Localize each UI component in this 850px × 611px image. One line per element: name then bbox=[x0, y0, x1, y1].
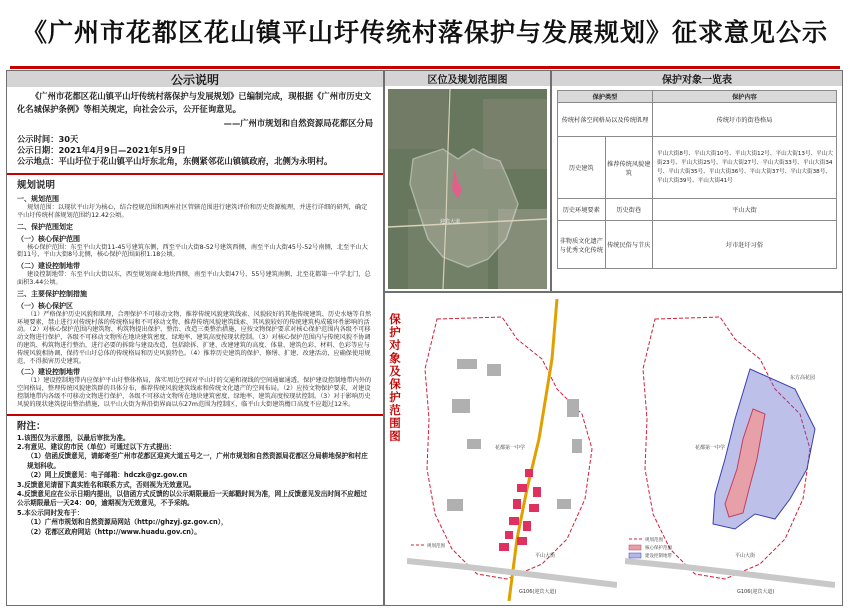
school-label: 花都第一中学 bbox=[695, 445, 726, 451]
table-cell: 历史环境要素 bbox=[558, 199, 606, 221]
protection-table bbox=[557, 90, 837, 269]
planning-section bbox=[7, 175, 383, 409]
table-cell: 传统圩市的街巷格局 bbox=[653, 103, 837, 137]
location-map-heading: 区位及规划范围图 bbox=[385, 71, 550, 86]
legend-item: 核心保护范围 bbox=[645, 546, 672, 551]
legend-item: 规划范围 bbox=[427, 544, 445, 549]
col-content-header: 保护内容 bbox=[653, 91, 837, 103]
notice-intro-text: 《广州市花都区花山镇平山圩传统村落保护与发展规划》已编制完成，现根据《广州市历史文化名城保护条例》等相关规定，向社会公示，公开征询意见。 bbox=[17, 91, 372, 114]
table-cell: 传统民俗与节庆 bbox=[605, 221, 653, 269]
planning-heading: 规划说明 bbox=[17, 180, 56, 191]
table-cell: 传统村落空间格局以及传统肌理 bbox=[558, 103, 653, 137]
appendix-item: 2.有意见、建议的市民（单位）可通过以下方式提出： bbox=[17, 442, 176, 451]
notice-location: 公示地点：平山圩位于花山镇平山圩东北角，东侧紧邻花山镇镇政府，北侧为永明村。 bbox=[17, 156, 333, 166]
protection-panel bbox=[551, 70, 843, 292]
notice-period: 公示时间：30天 bbox=[17, 134, 79, 144]
appendix-item: （1）信函反馈意见，请邮寄至广州市花都区迎宾大道五号之一，广州市规划和自然资源局花都区分局耕地保护和村庄规划科收。 bbox=[27, 452, 368, 470]
scope-title: 一、规划范围 bbox=[17, 195, 59, 203]
road-label: G106(迎宾大道) bbox=[519, 589, 557, 595]
buffer-range-title: （二）建设控制地带 bbox=[17, 262, 80, 271]
appendix-item: 3.反馈意见请留下真实姓名和联系方式，否则视为无效意见。 bbox=[17, 480, 196, 489]
appendix-item: 1.该图仅为示意图，以最后审批为准。 bbox=[17, 433, 130, 442]
measures-title: 三、主要保护控制措施 bbox=[17, 289, 87, 298]
notice-dates: 公示日期：2021年4月9日—2021年5月9日 bbox=[17, 145, 186, 155]
appendix-item: 5.本公示同时发布于： bbox=[17, 508, 84, 517]
location-map-panel bbox=[384, 70, 551, 292]
table-header-row bbox=[558, 91, 837, 103]
buffer-range-text: 建设控制地带：东至平山大街以东，西至规划商业地块西侧，南至平山大街47号、55号建筑南侧，北至花都第一中学北门，总面积3.44公顷。 bbox=[17, 271, 371, 286]
table-cell: 平山大街8号、平山大街10号、平山大街12号、平山大街13号、平山大街23号、平山大街25号、平山大街27号、平山大街33号、平山大街34号、平山大街35号、平山大街36号、平山大街37号、平山大街38号、平山大街39号、平山大街41号 bbox=[653, 137, 837, 199]
table-cell: 历史街巷 bbox=[605, 199, 653, 221]
aerial-map-image bbox=[388, 89, 547, 289]
table-cell: 历史建筑 bbox=[558, 137, 606, 199]
table-row bbox=[558, 137, 837, 199]
notice-facts bbox=[7, 130, 383, 167]
appendix-item: 4.反馈意见应在公示日期内提出，以信函方式反馈的以公示期限最后一天邮戳时间为准，网上反馈意见发出时间不应超过公示期限最后一天24：00，逾期视为无效意见，不予采纳。 bbox=[17, 489, 367, 508]
core-measures-text: （1）严格保护历史风貌和肌理，合理保护不可移动文物、推荐传统风貌建筑线索、风貌较好的其他传统建筑、历史水塘等自然环境要素，禁止进行对传统村落的传统格局和不可移动文物、推荐传统风貌建筑线索、其风貌较好的传统建筑构成破坏性影响的活动。（2）对核心保护范围内建筑物、构筑物提出保护、整治、改造三类整治措施，应按文物保护要求对核心保护范围内各级不可移动文物进行保护，各级不可移动文物所在地块建筑密度、绿地率、建筑高度按现状控制。（3）对核心保护范围内与传统风貌不协调的建筑、构筑物进行整治，进行必要的拆除与建设改造，包括除拆、扩建、改建建筑的高度、体量、建筑色彩、材料、色彩等应与传统风貌相协调，保持平山圩总体的传统格局和历史风貌特色。（4）推荐历史建筑的保护、修缮、扩建、改建活动，应确保使用规范，不得损害历史建筑。 bbox=[17, 310, 372, 365]
appendix-link: （1）广州市规划和自然资源局网站（http://ghzyj.gz.gov.cn）， bbox=[27, 518, 228, 527]
appendix-link: （2）花都区政府网站（http://www.huadu.gov.cn）。 bbox=[27, 527, 201, 536]
legend-item: 规划范围 bbox=[645, 538, 663, 543]
map-road-label: 迎宾大道 bbox=[440, 219, 461, 225]
core-range-text: 核心保护范围：东至平山大街11-45号建筑东侧，西至平山大街8-52号建筑西侧，南至平山大街45号-52号南侧，北至平山大街11号、平山大街8号北侧，核心保护范围面积1.18公顷。 bbox=[17, 243, 368, 259]
notice-intro bbox=[7, 87, 383, 130]
street-label: 平山大街 bbox=[735, 553, 756, 559]
page-title: 《广州市花都区花山镇平山圩传统村落保护与发展规划》征求意见公示 bbox=[21, 18, 828, 47]
appendix-email: （2）网上反馈意见：电子邮箱：hdczk@gz.gov.cn bbox=[27, 471, 188, 480]
buffer-measures-title: （二）建设控制地带 bbox=[17, 368, 80, 377]
core-range-title: （一）核心保护范围 bbox=[17, 234, 80, 243]
table-cell: 非物质文化遗产与优秀文化传统 bbox=[558, 221, 606, 269]
legend-item: 建设控制地带 bbox=[645, 554, 672, 559]
notice-signature: ——广州市规划和自然资源局花都区分局 bbox=[223, 118, 373, 128]
plan-map-panel bbox=[384, 292, 843, 606]
protection-heading: 保护对象一览表 bbox=[552, 71, 842, 86]
table-cell: 圩市赶圩习俗 bbox=[653, 221, 837, 269]
title-divider bbox=[10, 66, 840, 69]
notice-panel bbox=[6, 70, 384, 606]
estate-label: 东方高花园 bbox=[790, 375, 816, 381]
street-label: 平山大街 bbox=[535, 553, 556, 559]
table-row bbox=[558, 221, 837, 269]
plan-map-buildings bbox=[407, 299, 617, 601]
road-label: G106(迎宾大道) bbox=[737, 589, 775, 595]
core-measures-title: （一）核心保护区 bbox=[17, 301, 73, 310]
notice-heading: 公示说明 bbox=[7, 71, 383, 87]
appendix-section bbox=[7, 416, 383, 537]
table-cell: 平山大街 bbox=[653, 199, 837, 221]
table-row bbox=[558, 199, 837, 221]
buffer-measures-text: （1）建设控制地带内应保护平山圩整体格局，落实周边空间对平山圩的交通和视线的空间通廊通透，保护建设控制地带内外的空间格局，整理传统风貌建筑群的具体分布，推荐传统风貌建筑线索和传统文化遗产的空间布局。（2）应按文物保护要求，对建设控制地带内各级不可移动文物进行保护，各级不可移动文物所在地块建筑密度、绿地率、建筑高度按现状控制。（3）对于影响历史风貌的现状建筑提出整治措施，以平山大街为界沿街界面以东27m范围为控制区，临平山大街建筑檐口高度不应超过12米。 bbox=[17, 377, 372, 408]
plan-map-title: 保护对象及保护范围图 bbox=[389, 312, 401, 443]
plan-map-zones bbox=[625, 299, 835, 601]
aerial-map bbox=[388, 89, 547, 289]
range-title: 二、保护范围划定 bbox=[17, 222, 73, 231]
table-row bbox=[558, 103, 837, 137]
table-cell: 推荐传统风貌建筑 bbox=[605, 137, 653, 199]
appendix-heading: 附注： bbox=[17, 420, 46, 432]
school-label: 花都第一中学 bbox=[495, 445, 526, 451]
scope-text: 规划范围：以现状平山圩为核心，结合控规范围和两座社区管辖范围进行建筑评价和历史资源梳理，并进行详细的研判，确定平山圩传统村落规划范围约12.42公顷。 bbox=[17, 204, 368, 219]
col-type-header: 保护类型 bbox=[558, 91, 653, 103]
